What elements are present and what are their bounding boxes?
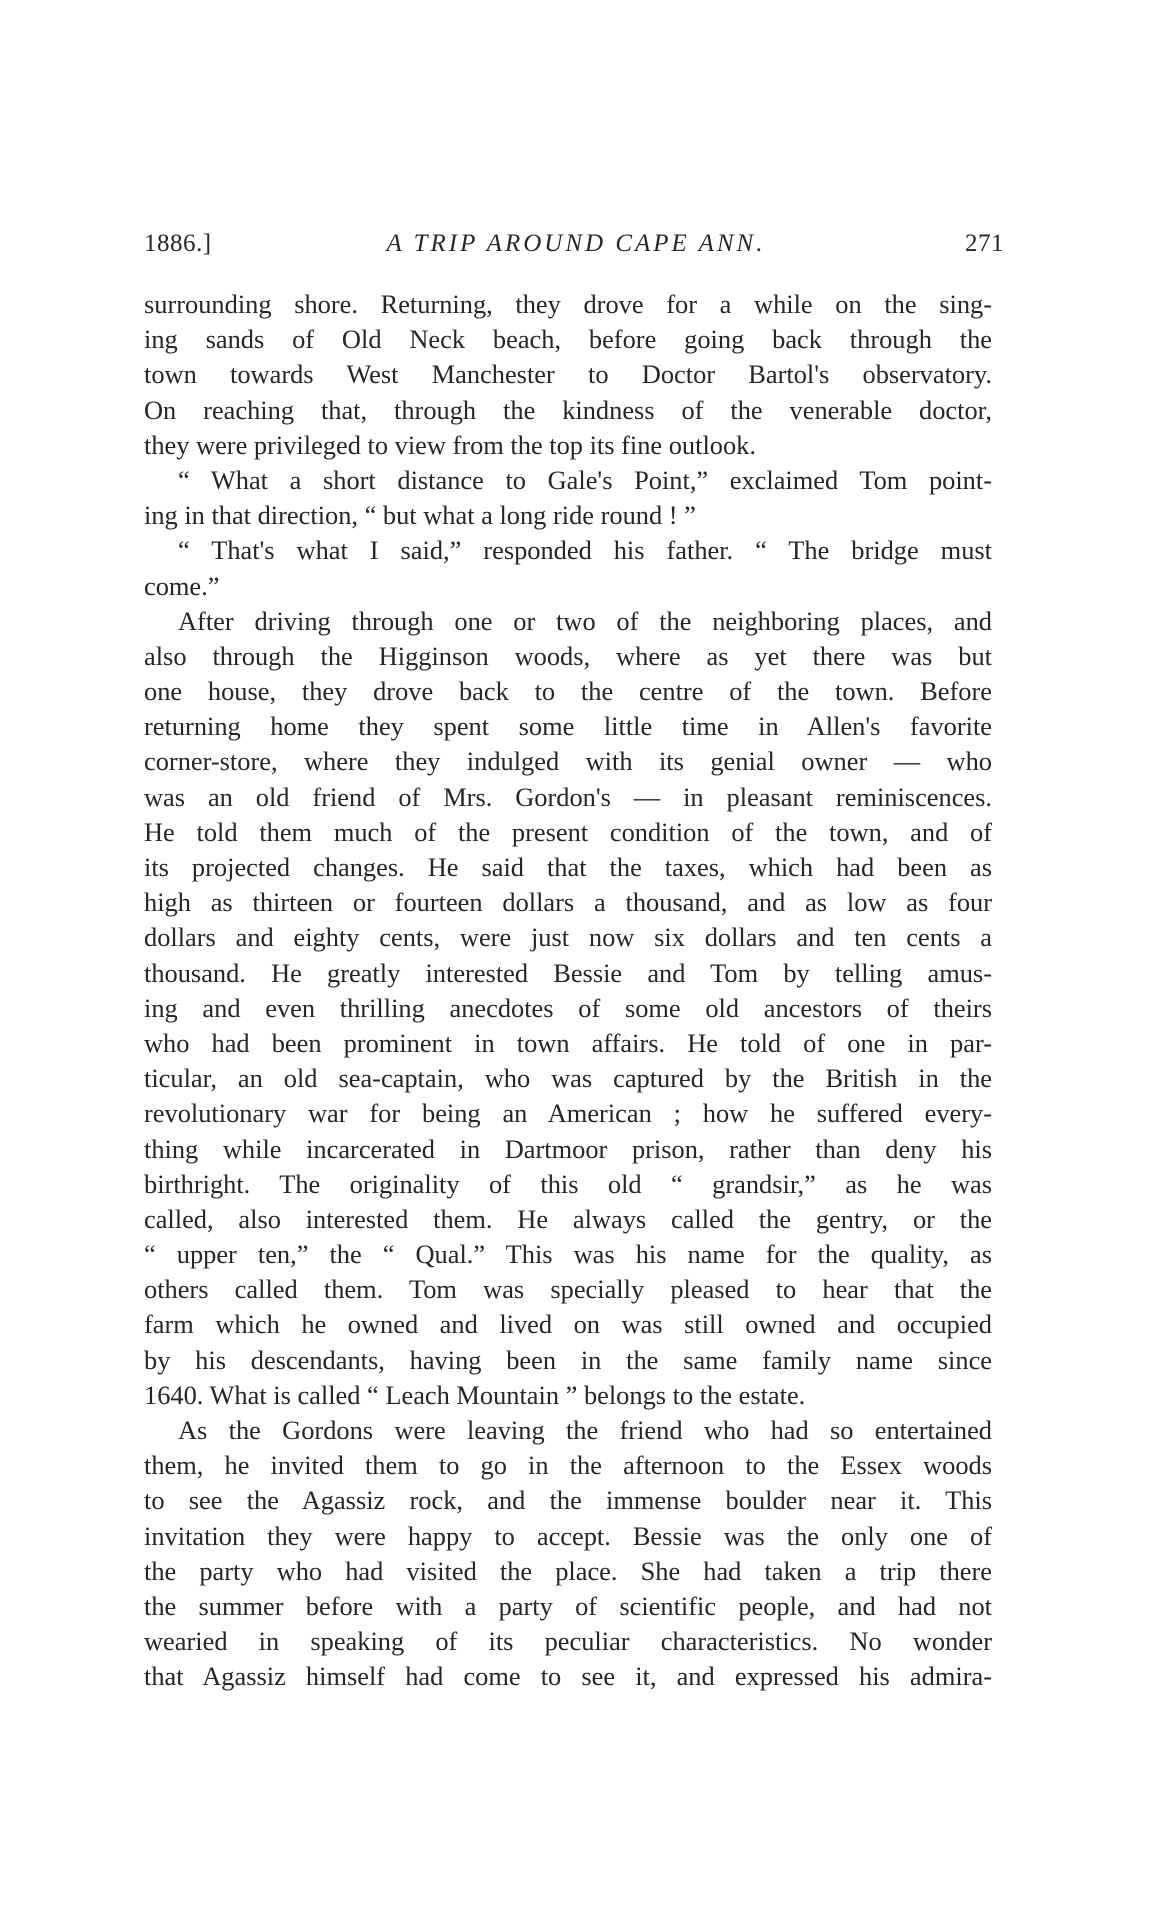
- text-line: surrounding shore. Returning, they drove for a while on the sing-: [144, 289, 992, 319]
- text-line: who had been prominent in town affairs. He told of one in par-: [144, 1027, 992, 1058]
- text-line: As the Gordons were leaving the friend who had so entertained: [178, 1415, 992, 1445]
- text-line: After driving through one or two of the neighboring places, and: [178, 605, 992, 636]
- text-line: 1640. What is called “ Leach Mountain ” belongs to the estate.: [144, 1379, 806, 1410]
- text-line: its projected changes. He said that the taxes, which had been as: [144, 852, 992, 882]
- header-year: 1886.]: [144, 230, 212, 257]
- text-line: “ upper ten,” the “ Qual.” This was his name for the quality, as: [144, 1239, 992, 1270]
- text-line: one house, they drove back to the centre of the town. Before: [144, 676, 992, 707]
- text-line: they were privileged to view from the top its fine outlook.: [144, 429, 756, 460]
- page-number: 271: [965, 230, 1004, 257]
- text-line: thousand. He greatly interested Bessie and Tom by telling amus-: [144, 957, 992, 988]
- body-text: [144, 287, 992, 1695]
- text-line: “ That's what I said,” responded his father. “ The bridge must: [178, 535, 992, 566]
- text-line: thing while incarcerated in Dartmoor prison, rather than deny his: [144, 1133, 992, 1164]
- header-title: A TRIP AROUND CAPE ANN.: [386, 230, 766, 257]
- text-line: birthright. The originality of this old “ grandsir,” as he was: [144, 1168, 992, 1199]
- text-line: ing in that direction, “ but what a long ride round ! ”: [144, 500, 696, 531]
- text-line: returning home they spent some little time in Allen's favorite: [144, 711, 992, 742]
- text-line: town towards West Manchester to Doctor Bartol's observatory.: [144, 359, 992, 390]
- text-line: “ What a short distance to Gale's Point,” exclaimed Tom point-: [178, 464, 992, 495]
- text-line: called, also interested them. He always called the gentry, or the: [144, 1203, 992, 1234]
- text-line: He told them much of the present condition of the town, and of: [144, 816, 992, 847]
- text-line: farm which he owned and lived on was still owned and occupied: [144, 1309, 992, 1340]
- text-line: the party who had visited the place. She had taken a trip there: [144, 1555, 992, 1586]
- text-line: to see the Agassiz rock, and the immense boulder near it. This: [144, 1485, 992, 1516]
- text-line: dollars and eighty cents, were just now six dollars and ten cents a: [144, 922, 992, 953]
- text-line: them, he invited them to go in the afternoon to the Essex woods: [144, 1450, 992, 1481]
- text-line: high as thirteen or fourteen dollars a thousand, and as low as four: [144, 887, 992, 918]
- text-line: ing and even thrilling anecdotes of some old ancestors of theirs: [144, 992, 992, 1023]
- text-line: that Agassiz himself had come to see it, and expressed his admira-: [144, 1661, 992, 1692]
- text-line: was an old friend of Mrs. Gordon's — in pleasant reminiscences.: [144, 781, 992, 812]
- text-line: ing sands of Old Neck beach, before going back through the: [144, 324, 992, 355]
- running-header: [144, 230, 1008, 270]
- text-line: the summer before with a party of scientific people, and had not: [144, 1590, 992, 1621]
- text-line: others called them. Tom was specially pleased to hear that the: [144, 1274, 992, 1305]
- text-line: On reaching that, through the kindness of the venerable doctor,: [144, 394, 992, 425]
- text-line: by his descendants, having been in the same family name since: [144, 1344, 992, 1375]
- text-line: revolutionary war for being an American ; how he suffered every-: [144, 1098, 992, 1129]
- text-line: corner-store, where they indulged with its genial owner — who: [144, 746, 992, 777]
- text-line: wearied in speaking of its peculiar characteristics. No wonder: [144, 1626, 992, 1657]
- text-line: come.”: [144, 570, 220, 601]
- text-line: also through the Higginson woods, where as yet there was but: [144, 640, 992, 671]
- text-line: ticular, an old sea-captain, who was captured by the British in the: [144, 1063, 992, 1094]
- text-line: invitation they were happy to accept. Bessie was the only one of: [144, 1520, 992, 1551]
